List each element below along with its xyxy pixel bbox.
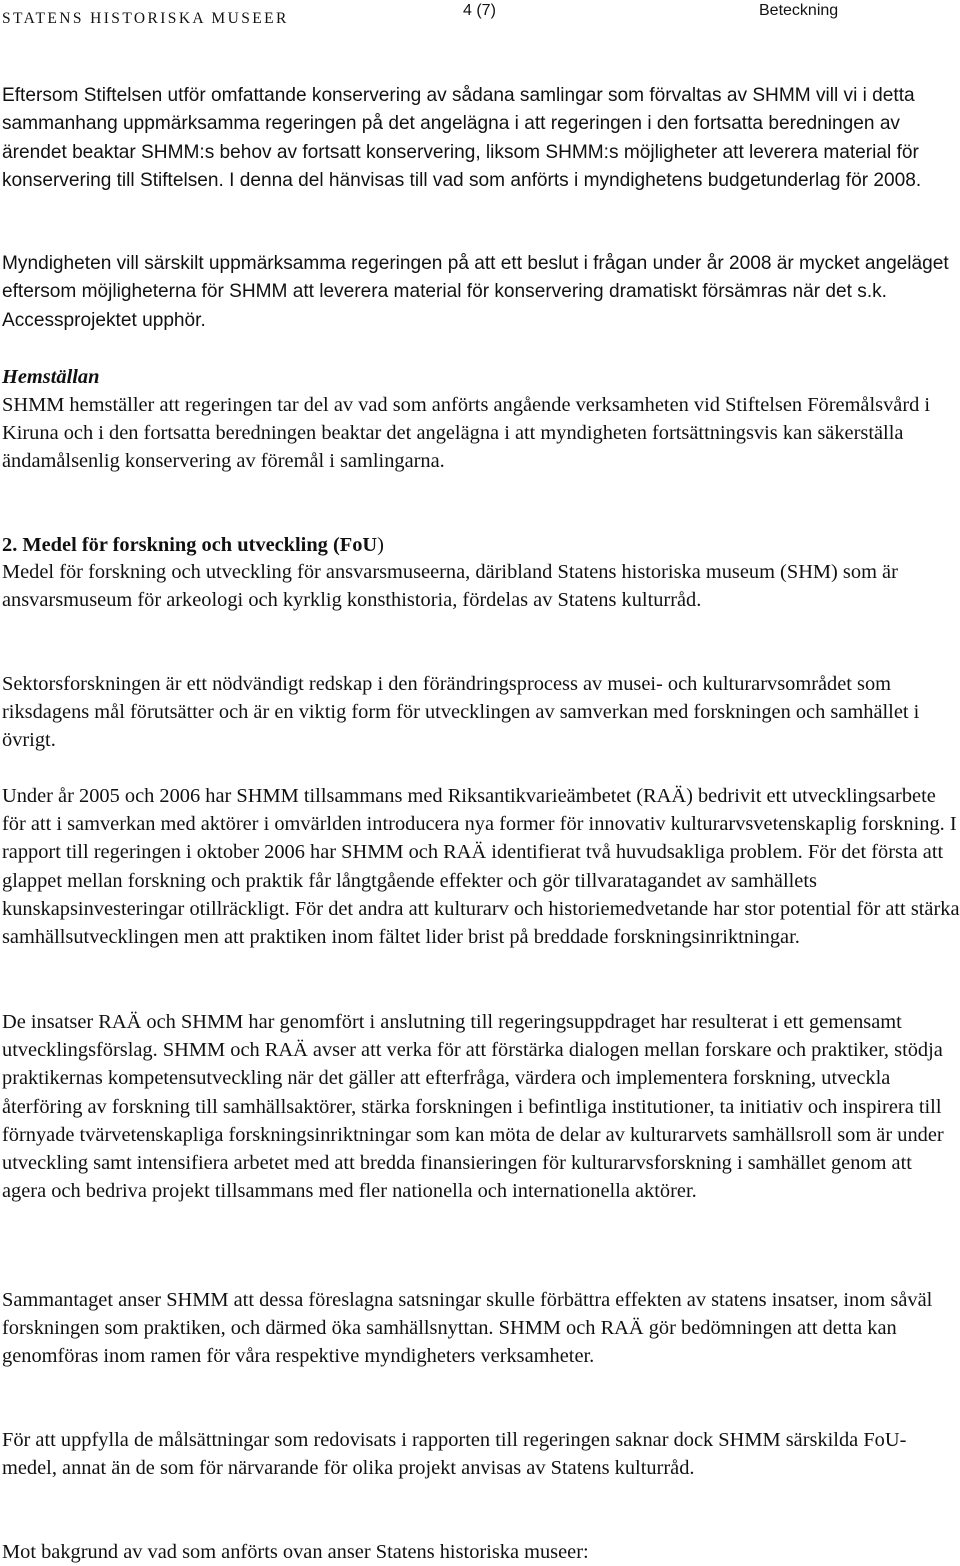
institution-logo: STATENS HISTORISKA MUSEER	[2, 10, 289, 27]
paragraph-accessprojektet: Myndigheten vill särskilt uppmärksamma regeringen på att ett beslut i frågan under år 2008 är mycket angeläget eftersom möjligheterna för SHMM att leverera material för konservering dramatiskt försämras när det s.k. Accessprojektet upphör.	[2, 253, 949, 331]
paragraph-hemstallan: SHMM hemställer att regeringen tar del av vad som anförts angående verksamheten vid Stiftelsen Föremålsvård i Kiruna och i den fortsatta beredningen beaktar det angelägna i att myndigheten fortsättningsvis kan säkerställa ändamålsenlig konservering av föremål i samlingarna.	[2, 394, 931, 473]
paragraph-medel: Medel för forskning och utveckling för ansvarsmuseerna, däribland Statens historiska museum (SHM) som är ansvarsmuseum för arkeologi och kyrklig konsthistoria, fördelas av Statens kulturråd.	[2, 561, 898, 612]
heading-section-fou-main: 2. Medel för forskning och utveckling (FoU	[2, 534, 378, 556]
heading-section-fou-tail: )	[377, 534, 384, 556]
paragraph-slutsats: Mot bakgrund av vad som anförts ovan anser Statens historiska museer:	[2, 1541, 589, 1563]
paragraph-konservering: Eftersom Stiftelsen utför omfattande konservering av sådana samlingar som förvaltas av SHMM vill vi i detta sammanhang uppmärksamma regeringen på det angelägna i att regeringen i den fortsatta beredningen av ärendet beaktar SHMM:s behov av fortsatt konservering, liksom SHMM:s möjligheter att leverera material för konservering till Stiftelsen. I denna del hänvisas till vad som anförts i myndighetens budgetunderlag för 2008.	[2, 85, 922, 192]
designation-label: Beteckning	[759, 2, 839, 19]
heading-section-fou	[2, 531, 384, 559]
paragraph-utvecklingsarbete: Under år 2005 och 2006 har SHMM tillsammans med Riksantikvarieämbetet (RAÄ) bedrivit ett utvecklingsarbete för att i samverkan med aktörer i omvärlden introducera nya former för innovativ kulturarvsvetenskaplig forskning. I rapport till regeringen i oktober 2006 har SHMM och RAÄ identifierat två huvudsakliga problem. För det första att glappet mellan forskning och praktik får långtgående effekter och gör tillvaratagandet av samhällets kunskapsinvesteringar otillräckligt. För det andra att kulturarv och historiemedvetande har stor potential för att stärka samhällsutvecklingen men att praktiken inom fältet lider brist på breddade forskningsinriktningar.	[2, 785, 960, 949]
paragraph-sammantaget: Sammantaget anser SHMM att dessa föreslagna satsningar skulle förbättra effekten av statens insatser, inom såväl forskningen som praktiken, och därmed öka samhällsnyttan. SHMM och RAÄ gör bedömningen att detta kan genomföras inom ramen för våra respektive myndigheters verksamheter.	[2, 1289, 933, 1368]
page-header	[0, 0, 960, 40]
page-number: 4 (7)	[463, 2, 496, 19]
paragraph-fou-medel: För att uppfylla de målsättningar som redovisats i rapporten till regeringen saknar dock SHMM särskilda FoU-medel, annat än de som för närvarande för olika projekt anvisas av Statens kulturråd.	[2, 1429, 907, 1480]
paragraph-insatser: De insatser RAÄ och SHMM har genomfört i anslutning till regeringsuppdraget har resulterat i ett gemensamt utvecklingsförslag. SHMM och RAÄ avser att verka för att förstärka dialogen mellan forskare och praktiker, stödja praktikernas kompetensutveckling när det gäller att efterfråga, värdera och implementera forskning, utveckla återföring av forskning till samhällsaktörer, stärka forskningen i befintliga institutioner, ta initiativ och inspirera till förnyade tvärvetenskapliga forskningsinriktningar som kan möta de delar av kulturarvets samhällsroll som är under utveckling samt intensifiera arbetet med att bredda finansieringen för kulturarvsforskning i samhället genom att agera och bedriva projekt tillsammans med fler nationella och internationella aktörer.	[2, 1011, 944, 1203]
heading-hemstallan: Hemställan	[2, 366, 100, 388]
paragraph-sektorsforskning: Sektorsforskningen är ett nödvändigt redskap i den förändringsprocess av musei- och kulturarvsområdet som riksdagens mål förutsätter och är en viktig form för utvecklingen av samverkan med forskningen och samhället i övrigt.	[2, 673, 920, 752]
